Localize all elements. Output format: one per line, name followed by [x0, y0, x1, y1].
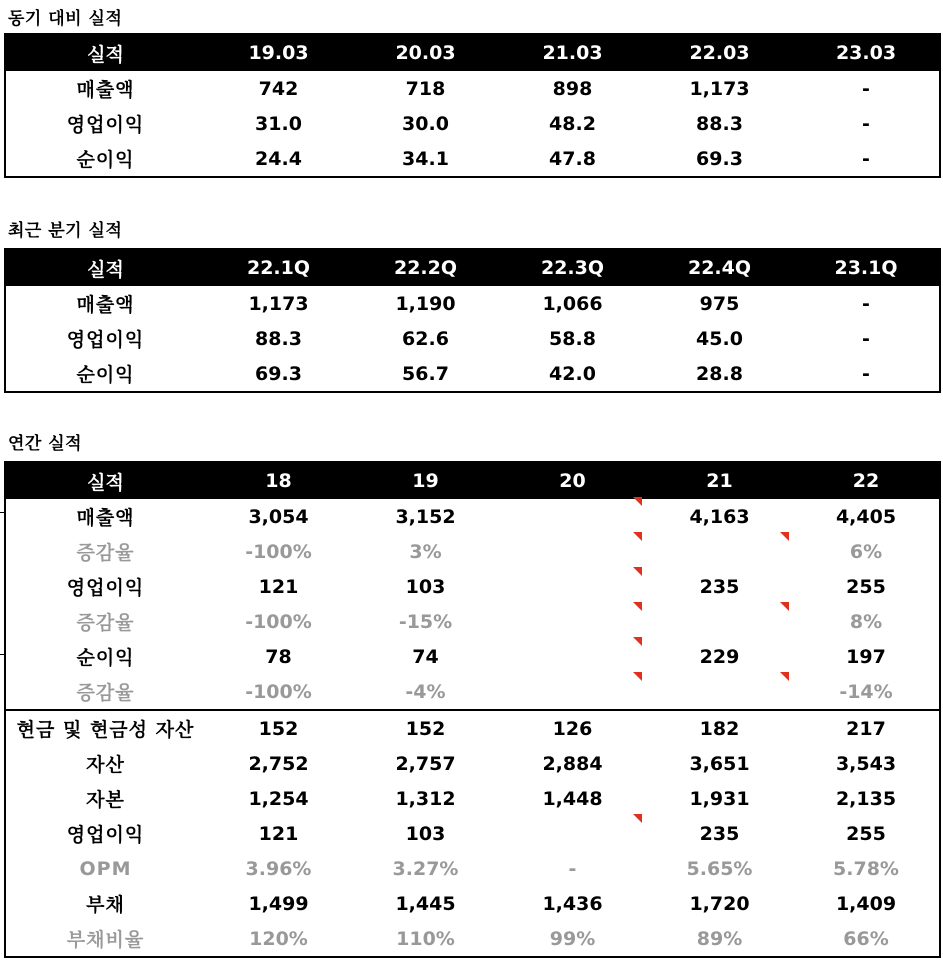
value-cell: 1,312 [395, 787, 456, 810]
row-label: 순이익 [76, 647, 135, 669]
value-cell: 152 [205, 710, 352, 746]
header-period-cell: 19.03 [205, 34, 352, 71]
value-cell: 1,254 [248, 787, 309, 810]
row-label: OPM [79, 857, 132, 880]
value-cell: 110% [396, 927, 455, 950]
header-period-cell: 20 [499, 462, 646, 499]
table-row [5, 746, 940, 781]
value-cell: 1,066 [542, 292, 603, 315]
value-cell: 74 [412, 645, 439, 668]
value-cell: 1,173 [248, 292, 309, 315]
value-cell: 5.78% [833, 857, 899, 880]
row-label: 매출액 [76, 294, 135, 316]
value-cell: 48.2 [549, 112, 596, 135]
comment-indicator-icon[interactable] [633, 814, 642, 823]
value-cell: 78 [265, 645, 292, 668]
value-cell: 3,651 [689, 752, 750, 775]
value-cell: 3,543 [835, 752, 897, 775]
value-cell: 88.3 [255, 327, 302, 350]
value-cell: 235 [699, 575, 740, 598]
quarterly-table [4, 248, 941, 393]
table-row [5, 141, 940, 177]
value-cell: 45.0 [696, 327, 743, 350]
value-cell: - [862, 147, 870, 170]
table-row [5, 921, 940, 957]
row-label: 영업이익 [66, 824, 145, 846]
value-cell: 718 [405, 77, 446, 100]
row-label: 영업이익 [66, 577, 145, 599]
value-cell: 742 [258, 77, 299, 100]
value-cell: 8% [849, 610, 883, 633]
value-cell: 4,163 [689, 505, 750, 528]
value-cell: 2,752 [248, 752, 309, 775]
value-cell: -15% [398, 610, 453, 633]
value-cell: 217 [793, 710, 940, 746]
table-row [5, 569, 940, 604]
value-cell: 69.3 [696, 147, 743, 170]
value-cell: 103 [405, 575, 446, 598]
value-cell: 3,152 [395, 505, 456, 528]
value-cell: 4,405 [835, 505, 897, 528]
header-label-cell: 실적 [5, 462, 205, 499]
header-period-cell: 23.1Q [793, 249, 940, 286]
value-cell: 975 [699, 292, 740, 315]
value-cell: 1,173 [689, 77, 750, 100]
row-label: 매출액 [76, 79, 135, 101]
header-row [5, 34, 940, 71]
value-cell [499, 604, 646, 639]
value-cell: 3% [409, 540, 442, 563]
value-cell: -14% [839, 680, 893, 703]
header-period-cell: 19 [352, 462, 499, 499]
value-cell: 3,054 [248, 505, 309, 528]
value-cell: - [862, 112, 870, 135]
value-cell: 152 [352, 710, 499, 746]
table-row [5, 321, 940, 356]
value-cell: 31.0 [255, 112, 302, 135]
value-cell: 28.8 [696, 362, 743, 385]
value-cell: 2,884 [542, 752, 603, 775]
value-cell: - [568, 857, 577, 880]
annual-table [4, 461, 941, 958]
value-cell: - [862, 327, 870, 350]
section-title: 동기 대비 실적 [8, 9, 123, 29]
table-row [5, 71, 940, 106]
value-cell: 58.8 [549, 327, 596, 350]
row-label: 부채 [86, 894, 125, 916]
comment-indicator-icon[interactable] [633, 532, 642, 541]
value-cell [646, 604, 793, 639]
header-period-cell: 18 [205, 462, 352, 499]
comment-indicator-icon[interactable] [633, 497, 642, 506]
value-cell: 24.4 [255, 147, 302, 170]
value-cell: -100% [245, 610, 312, 633]
header-period-cell: 22 [793, 462, 940, 499]
cell-edge-mark [0, 512, 5, 525]
table-row [5, 851, 940, 886]
value-cell: 898 [552, 77, 593, 100]
value-cell: 1,445 [395, 892, 456, 915]
row-label: 증감율 [76, 542, 135, 564]
table-row [5, 604, 940, 639]
value-cell: 2,135 [835, 787, 897, 810]
table-row [5, 499, 940, 534]
comment-indicator-icon[interactable] [780, 532, 789, 541]
row-label: 순이익 [76, 149, 135, 171]
value-cell: 1,190 [395, 292, 456, 315]
header-row [5, 462, 940, 499]
table-row [5, 674, 940, 710]
value-cell: 255 [846, 575, 886, 598]
header-label-cell: 실적 [5, 34, 205, 71]
value-cell: 6% [849, 540, 883, 563]
row-label: 영업이익 [66, 114, 145, 136]
value-cell: - [862, 77, 870, 100]
value-cell: 1,931 [689, 787, 750, 810]
section-title: 연간 실적 [8, 434, 83, 454]
header-label-cell: 실적 [5, 249, 205, 286]
value-cell [499, 639, 646, 674]
header-period-cell: 23.03 [793, 34, 940, 71]
row-label: 부채비율 [66, 929, 145, 951]
value-cell [499, 816, 646, 851]
value-cell [499, 534, 646, 569]
value-cell: 121 [258, 822, 299, 845]
value-cell: 103 [405, 822, 446, 845]
value-cell: 89% [696, 927, 743, 950]
comment-indicator-icon[interactable] [633, 602, 642, 611]
table-row [5, 781, 940, 816]
cell-edge-mark [0, 654, 5, 667]
value-cell: 42.0 [549, 362, 596, 385]
value-cell [646, 534, 793, 569]
value-cell: 126 [499, 710, 646, 746]
value-cell: 56.7 [402, 362, 449, 385]
value-cell: 120% [249, 927, 308, 950]
row-label: 순이익 [76, 364, 135, 386]
table-row [5, 710, 940, 746]
row-label: 매출액 [76, 507, 135, 529]
value-cell: 69.3 [255, 362, 302, 385]
value-cell: 1,409 [835, 892, 897, 915]
row-label: 영업이익 [66, 329, 145, 351]
value-cell [499, 569, 646, 604]
row-label: 자본 [86, 789, 125, 811]
value-cell: 3.96% [245, 857, 312, 880]
value-cell: 121 [258, 575, 299, 598]
value-cell: 3.27% [392, 857, 459, 880]
value-cell: 88.3 [696, 112, 743, 135]
value-cell [499, 674, 646, 710]
header-period-cell: 22.1Q [205, 249, 352, 286]
table-row [5, 639, 940, 674]
header-period-cell: 21.03 [499, 34, 646, 71]
comment-indicator-icon[interactable] [633, 672, 642, 681]
value-cell: -100% [245, 540, 312, 563]
value-cell [499, 499, 646, 534]
value-cell: 182 [646, 710, 793, 746]
header-period-cell: 22.2Q [352, 249, 499, 286]
value-cell: 197 [846, 645, 886, 668]
value-cell: 62.6 [402, 327, 449, 350]
value-cell: 1,448 [542, 787, 603, 810]
comment-indicator-icon[interactable] [780, 602, 789, 611]
table-row [5, 106, 940, 141]
header-row [5, 249, 940, 286]
value-cell: 1,499 [248, 892, 309, 915]
header-period-cell: 22.03 [646, 34, 793, 71]
table-row [5, 356, 940, 392]
value-cell: 235 [699, 822, 740, 845]
value-cell: 255 [846, 822, 886, 845]
table-row [5, 286, 940, 321]
value-cell: 34.1 [402, 147, 449, 170]
value-cell: 229 [699, 645, 740, 668]
table-row [5, 886, 940, 921]
value-cell: 5.65% [686, 857, 753, 880]
comment-indicator-icon[interactable] [633, 567, 642, 576]
table-row [5, 816, 940, 851]
row-label: 증감율 [76, 612, 135, 634]
row-label: 자산 [86, 754, 125, 776]
value-cell: 1,436 [542, 892, 603, 915]
value-cell: 1,720 [689, 892, 750, 915]
section-title: 최근 분기 실적 [8, 221, 123, 241]
comment-indicator-icon[interactable] [780, 672, 789, 681]
header-period-cell: 22.3Q [499, 249, 646, 286]
value-cell: 2,757 [395, 752, 456, 775]
value-cell: -100% [245, 680, 312, 703]
row-label: 증감율 [76, 682, 135, 704]
yoy-table [4, 33, 941, 178]
row-label: 현금 및 현금성 자산 [5, 710, 205, 746]
header-period-cell: 21 [646, 462, 793, 499]
comment-indicator-icon[interactable] [633, 637, 642, 646]
value-cell: 66% [843, 927, 889, 950]
header-period-cell: 22.4Q [646, 249, 793, 286]
table-row [5, 534, 940, 569]
header-period-cell: 20.03 [352, 34, 499, 71]
value-cell: 47.8 [549, 147, 596, 170]
value-cell [646, 674, 793, 710]
value-cell: 30.0 [402, 112, 449, 135]
value-cell: - [862, 362, 870, 385]
value-cell: 99% [549, 927, 596, 950]
value-cell: -4% [405, 680, 446, 703]
value-cell: - [862, 292, 870, 315]
